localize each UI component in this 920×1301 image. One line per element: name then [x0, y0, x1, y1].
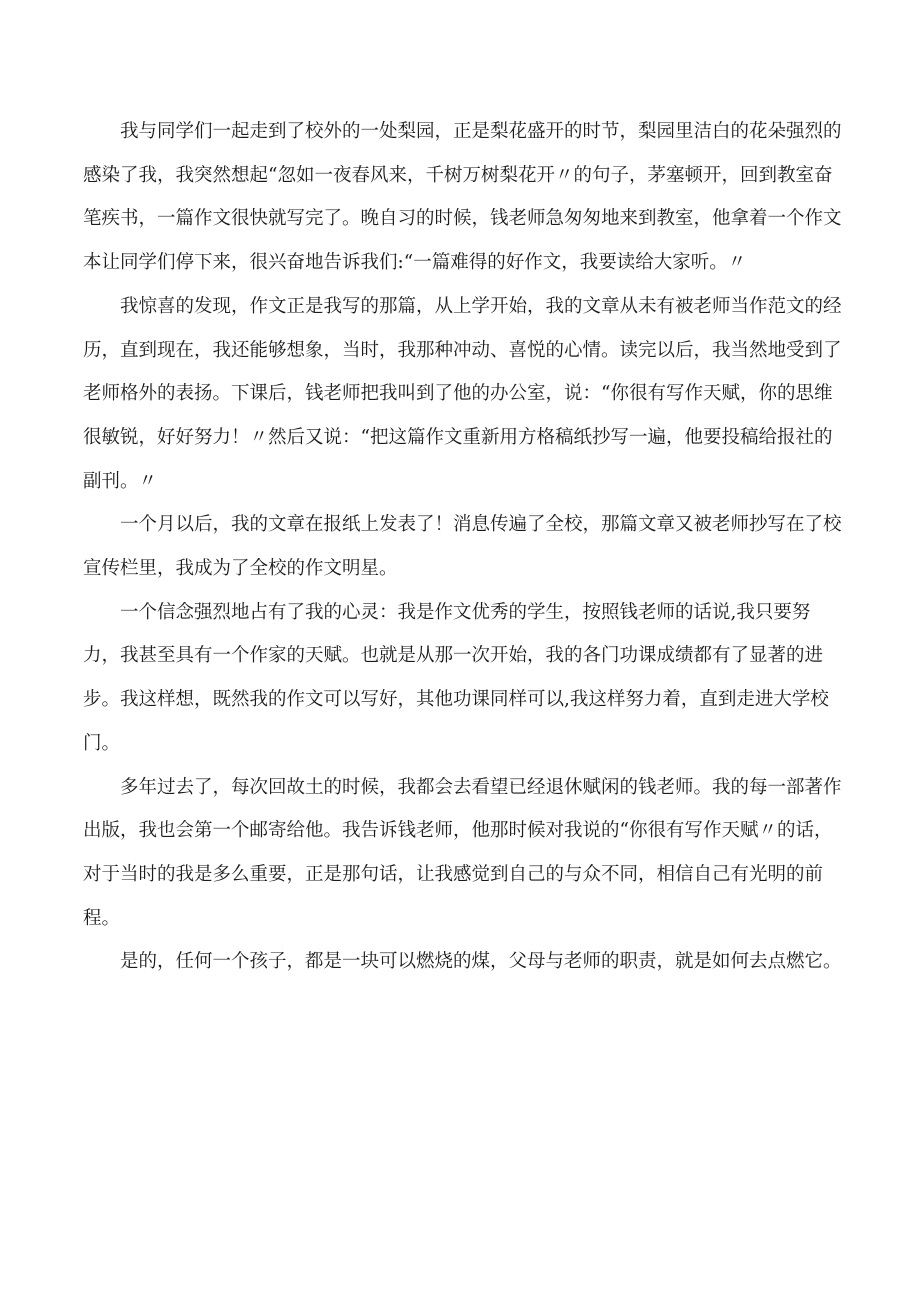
paragraph-6: 是的，任何一个孩子，都是一块可以燃烧的煤，父母与老师的职责，就是如何去点燃它。: [120, 951, 842, 973]
paragraph-2: 我惊喜的发现，作文正是我写的那篇，从上学开始，我的文章从未有被老师当作范文的经历，直到现在，我还能够想象，当时，我那种冲动、喜悦的心情。读完以后，我当然地受到了老师格外的表扬。下课后，钱老师把我叫到了他的办公室，说：“你很有写作天赋，你的思维很敏锐，好好努力！〃然后又说：“把这篇作文重新用方格稿纸抄写一遍，他要投稿给报社的副刊。〃: [83, 295, 842, 492]
paragraph-1: 我与同学们一起走到了校外的一处梨园，正是梨花盛开的时节，梨园里洁白的花朵强烈的感染了我，我突然想起“忽如一夜春风来，千树万树梨花开〃的句子，茅塞顿开，回到教室奋笔疾书，一篇作文很快就写完了。晚自习的时候，钱老师急匆匆地来到教室，他拿着一个作文本让同学们停下来，很兴奋地告诉我们:“一篇难得的好作文，我要读给大家听。〃: [83, 121, 842, 274]
paragraph-3: 一个月以后，我的文章在报纸上发表了！消息传遍了全校，那篇文章又被老师抄写在了校宣传栏里，我成为了全校的作文明星。: [83, 514, 842, 580]
paragraph-5: 多年过去了，每次回故土的时候，我都会去看望已经退休赋闲的钱老师。我的每一部著作出版，我也会第一个邮寄给他。我告诉钱老师，他那时候对我说的“你很有写作天赋〃的话，对于当时的我是多么重要，正是那句话，让我感觉到自己的与众不同，相信自己有光明的前程。: [83, 776, 842, 929]
document-body: [83, 110, 843, 984]
paragraph-4: 一个信念强烈地占有了我的心灵：我是作文优秀的学生，按照钱老师的话说,我只要努力，我甚至具有一个作家的天赋。也就是从那一次开始，我的各门功课成绩都有了显著的进步。我这样想，既然我的作文可以写好，其他功课同样可以,我这样努力着，直到走进大学校门。: [83, 601, 829, 754]
